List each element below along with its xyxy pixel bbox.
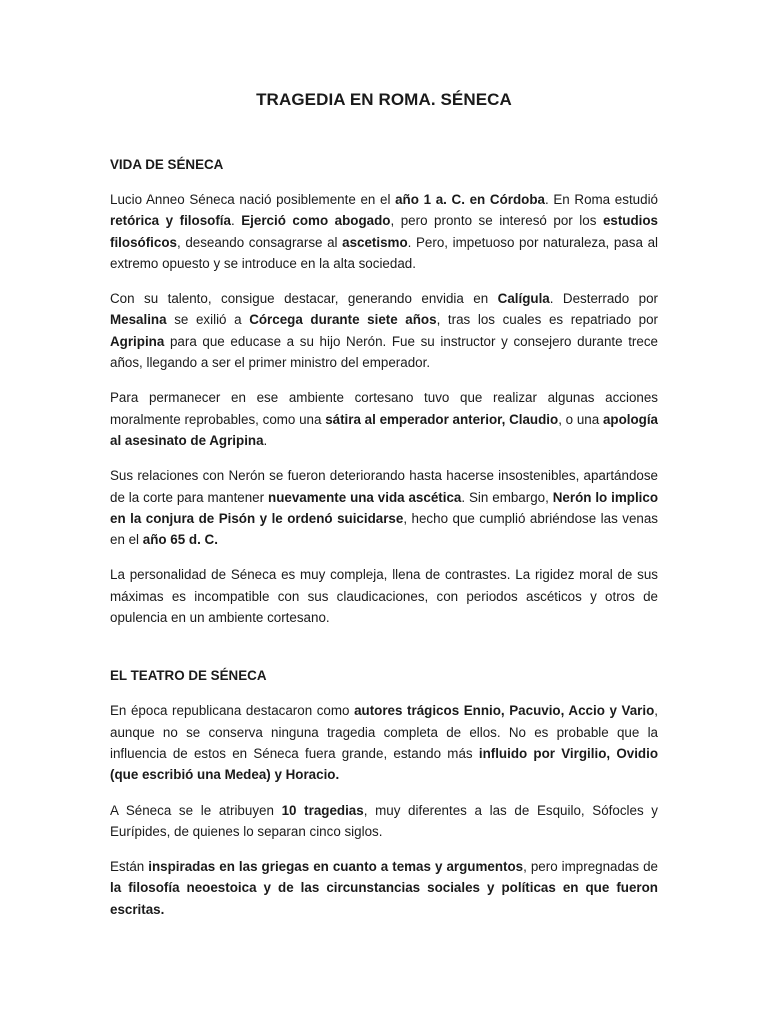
- text-run: , deseando consagrarse al: [176, 234, 343, 250]
- text-run: , pero pronto se interesó por los: [390, 213, 603, 229]
- text-run: A Séneca se le atribuyen: [110, 802, 282, 818]
- bold-text: año 1 a. C. en Córdoba: [395, 192, 545, 207]
- text-run: , hecho que cumplió abriéndose las venas en el: [110, 510, 659, 548]
- bold-text: retórica y filosofía: [110, 213, 231, 229]
- bold-text: influido por Virgilio, Ovidio (que escribió una Medea) y Horacio.: [110, 745, 658, 783]
- text-run: .: [263, 432, 268, 448]
- bold-text: Agripina: [110, 333, 165, 349]
- paragraph: [110, 288, 658, 373]
- text-run: Sus relaciones con Nerón se fueron deteriorando hasta hacerse insostenibles, apartándose de la corte para mantener: [110, 468, 658, 505]
- bold-text: ascetismo: [342, 234, 408, 250]
- text-run: para que educase a su hijo Nerón. Fue su instructor y consejero durante trece años, llegando a ser el primer ministro del emperador.: [110, 333, 658, 371]
- paragraph: [110, 856, 658, 920]
- section-heading-vida: VIDA DE SÉNECA: [110, 157, 224, 172]
- paragraph: [110, 465, 658, 550]
- paragraph: [110, 387, 658, 451]
- text-run: . Desterrado por: [549, 291, 658, 307]
- bold-text: sátira al emperador anterior, Claudio: [325, 411, 559, 427]
- text-run: . Pero, impetuoso por naturaleza, pasa al extremo opuesto y se introduce en la alta sociedad.: [110, 234, 658, 271]
- text-run: .: [230, 213, 242, 229]
- bold-text: apología al asesinato de Agripina: [110, 411, 658, 448]
- bold-text: autores trágicos Ennio, Pacuvio, Accio y Vario: [354, 703, 655, 719]
- text-run: , pero impregnadas de: [523, 859, 658, 875]
- paragraph: [110, 189, 658, 274]
- bold-text: año 65 d. C.: [142, 532, 218, 548]
- text-run: La personalidad de Séneca es muy compleja, llena de contrastes. La rigidez moral de sus máximas es incompatible con sus claudicaciones, con periodos ascéticos y otros de opulencia en un ambiente cortesano.: [110, 567, 658, 626]
- section-heading-teatro: EL TEATRO DE SÉNECA: [110, 668, 267, 684]
- text-run: se exilió a: [166, 312, 250, 328]
- text-run: Para permanecer en ese ambiente cortesano tuvo que realizar algunas acciones moralmente reprobables, como una: [110, 390, 658, 427]
- text-run: Están: [110, 859, 149, 875]
- text-run: . En Roma estudió: [544, 192, 658, 207]
- text-run: , aunque no se conserva ninguna tragedia completa de ellos. No es probable que la influencia de estos en Séneca fuera grande, estando más: [110, 703, 658, 761]
- paragraph: [110, 564, 658, 628]
- bold-text: estudios filosóficos: [110, 213, 658, 250]
- text-run: Con su talento, consigue destacar, generando envidia en: [110, 291, 498, 307]
- paragraph: [110, 700, 658, 785]
- text-run: En época republicana destacaron como: [110, 703, 355, 719]
- text-run: . Sin embargo,: [461, 489, 553, 505]
- page-title: TRAGEDIA EN ROMA. SÉNECA: [256, 90, 512, 109]
- bold-text: Mesalina: [110, 312, 167, 328]
- bold-text: nuevamente una vida ascética: [268, 489, 462, 505]
- bold-text: Córcega durante siete años: [249, 312, 437, 328]
- bold-text: Nerón lo implico en la conjura de Pisón y le ordenó suicidarse: [110, 489, 659, 526]
- text-run: , muy diferentes a las de Esquilo, Sófocles y Eurípides, de quienes lo separan cinco siglos.: [110, 802, 658, 839]
- text-run: Lucio Anneo Séneca nació posiblemente en el: [110, 192, 396, 207]
- text-run: , tras los cuales es repatriado por: [436, 312, 658, 328]
- text-run: , o una: [558, 411, 603, 427]
- bold-text: Ejerció como abogado: [241, 213, 391, 229]
- bold-text: la filosofía neoestoica y de las circunstancias sociales y políticas en que fueron escritas.: [110, 880, 658, 917]
- bold-text: 10 tragedias: [281, 802, 364, 818]
- bold-text: inspiradas en las griegas en cuanto a temas y argumentos: [148, 859, 524, 875]
- bold-text: Calígula: [497, 291, 550, 307]
- paragraph: [110, 800, 658, 843]
